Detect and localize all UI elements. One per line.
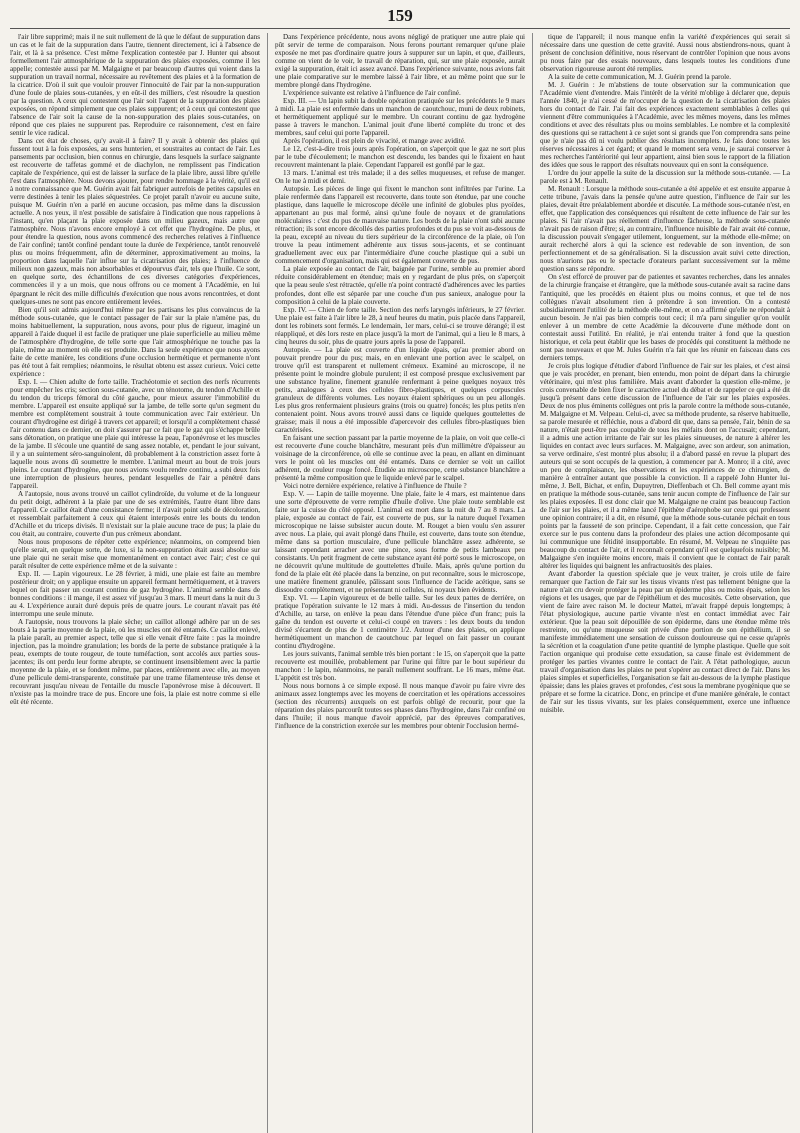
paragraph: Autopsie. — La plaie est couverte d'un liquide épais, qu'au premier abord on pouvait prendre pour du pus; mais, en en enlevant une portion avec le scalpel, on trouve qu'il est transparent et nullement crémeux. Examiné au microscope, il ne présente point le moindre globule purulent; il est composé presque exclusivement par une substance hyaline, finement granulée renfermant à peine quelques noyaux très petits, analogues à ceux des cellules fibro-plastiques, et quelques corpuscules granuleux de différents volumes. Les noyaux étaient sphériques ou un peu allongés. Les plus gros renfermaient plusieurs grains (trois ou quatre) foncés; les plus petits n'en contenaient point. Nous avons trouvé aussi dans ce liquide quelques gouttelettes de graisse; mais il nous a été impossible d'apercevoir des cellules fibro-plastiques bien caractérisées.: [275, 345, 525, 434]
paragraph: Dans l'expérience précédente, nous avons négligé de pratiquer une autre plaie qui pût servir de terme de comparaison. Nous ferons pourtant remarquer qu'une plaie exposée ne met pas d'ordinaire quatre jours à suppurer sur un lapin, et que, d'ailleurs, comme on vient de le voir, le travail de réparation, qui, sur une plaie exposée, aurait exigé la suppuration, était ici assez avancé. Dans l'expérience suivante, nous avions fait une plaie comparative sur le membre laissé à l'air libre, et au même point que sur le membre plongé dans l'hydrogène.: [275, 33, 525, 90]
paragraph: Les jours suivants, l'animal semble très bien portant : le 15, on s'aperçoit que la patte recouverte est mouillée, probablement par l'urine qui filtre par le bout supérieur du manchon : le lapin, néanmoins, ne paraît nullement souffrant. Le 16 mars, même état. L'appétit est très bon.: [275, 650, 525, 683]
paragraph: 13 mars. L'animal est très malade; il a des selles muqueuses, et refuse de manger. On le tue à midi et demi.: [275, 169, 525, 186]
paragraph: Avant d'aborder la question spéciale que je veux traiter, je crois utile de faire remarquer que l'action de l'air sur les tissus vivants n'est pas tellement bénigne que la nature n'ait cru devoir protéger la peau par un épiderme plus ou moins épais, selon les régions et les usages, que par de l'épithélium et des mucosités. Cette observation, que vient de faire avec raison M. le docteur Mattei, m'avait frappé depuis longtemps; à l'état physiologique, aucune partie vivante n'est en contact immédiat avec l'air extérieur. Que la peau soit dépouillée de son épiderme, dans une étendue même très restreinte, ou qu'une muqueuse soit privée d'une portion de son épithélium, il se manifeste immédiatement une sensation de cuisson douloureuse qui ne cesse qu'après la sécrétion et la coagulation d'une petite quantité de lymphe plastique. Quelle que soit l'action organique qui produise cette exsudation, sa cause finale est évidemment de protéger les parties vivantes contre le contact de l'air. A l'état pathologique, aucun travail d'organisation dans les plaies ne peut s'opérer au contact direct de l'air. Dans les plaies simples et superficielles, l'organisation se fait au-dessous de la lymphe plastique épaissie; dans les plaies graves et profondes, c'est sous la membrane pyogénique que se prépare et se forme la cicatrice. Donc, en principe et d'une manière générale, le contact de l'air sur les tissus vivants, sur les plaies conséquemment, exerce une influence nuisible.: [540, 570, 790, 715]
paragraph: Exp. V. — Lapin de taille moyenne. Une plaie, faite le 4 mars, est maintenue dans une sorte d'éprouvette de verre remplie d'huile d'olive. Une plaie toute semblable est faite sur la cuisse du côté opposé. L'animal est mort dans la nuit du 7 au 8 mars. La plaie, exposée au contact de l'air, est couverte de pus, sur la nature duquel l'examen microscopique ne laisse subsister aucun doute. M. Rouget a bien voulu s'en assurer avec nous. La plaie, qui avait plongé dans l'huile, est couverte, dans toute son étendue, même dans sa portion musculaire, d'une pellicule blanchâtre assez adhérente, se laissant cependant arracher avec une pince, sous forme de petits lambeaux peu consistants. Un petit fragment de cette substance ayant été porté sous le microscope, on ne découvrit qu'une multitude de gouttelettes d'huile. Mais, après qu'une portion du fond de la plaie eût été placée dans la benzine, on put reconnaître, sous le microscope, une matière finement granulée, pâlissant sous l'influence de l'acide acétique, sans se dissoudre complètement, et ne présentant ni cellules, ni noyaux bien évidents.: [275, 489, 525, 595]
paragraph: A l'autopsie, nous avons trouvé un caillot cylindroïde, du volume et de la longueur du petit doigt, adhérent à la plaie par une de ses extrémités, l'autre étant libre dans l'appareil. Ce caillot était d'une consistance ferme; il n'avait point subi de décoloration, et ressemblait parfaitement à ceux qui étaient interposés entre les bouts du tendon d'Achille et du triceps divisés. Il n'existait sur la plaie aucune trace de pus; la plaie du cou était, au contraire, couverte d'un pus crémeux abondant.: [10, 489, 260, 538]
paragraph: Voici notre dernière expérience, relative à l'influence de l'huile ?: [283, 481, 467, 490]
paragraph: Dans cet état de choses, qu'y avait-il à faire? Il y avait à obtenir des plaies qui fussent tout à la fois exposées, au sens hunterien, et soustraites au contact de l'air. Les pansements par occlusion, bien connus en chirurgie, dans lesquels la surface saignante est recouverte de taffetas gommé et de diachylon, ne remplissent pas l'indication capitale de l'expérience, qui est de laisser la surface de la plaie libre, aussi libre qu'elle l'est dans l'atmosphère. Nous devons ajouter, pour rendre hommage à la vérité, qu'il est à notre connaissance que M. Guérin avait fait fabriquer autrefois de petites capsules en verre destinées à tenir les plaies séquestrées. Ce projet paraît n'avoir eu aucune suite, puisque M. Guérin n'en a parlé en aucune occasion, pas même dans la discussion actuelle. A nos yeux, il n'est possible de satisfaire à l'indication que nous rappelions à l'instant, qu'en plaçant la plaie exposée dans un milieu gazeux, mais autre que l'atmosphère. Nous n'avons encore employé à cet effet que l'hydrogène. De plus, et pour étendre la question, nous avons commencé des recherches relatives à l'influence de l'air confiné; tantôt confiné pendant toute la durée de l'expérience, tantôt renouvelé plus ou moins fréquemment, afin de déterminer, approximativement au moins, la proportion dans laquelle l'air influe sur la cicatrisation des plaies; à l'influence de milieux non gazeux, mais non absorbables et dépourvus d'air, tels que l'huile. Ce sont, en quelque sorte, des échantillons de ces diverses catégories d'expériences, commencées il y a un mois, que nous offrons ou ce moment à l'Académie, en lui épargnant le récit des mille difficultés d'exécution que nous avons rencontrées, et dont quelques-unes ne sont pas encore entièrement levées.: [10, 137, 260, 306]
paragraph: M. Renault : Lorsque la méthode sous-cutanée a été appelée et est ensuite apparue à cette tribune, j'avais dans la pensée qu'une autre question, l'influence de l'air sur les plaies, devait être préalablement abordée et discutée. La méthode sous-cutanée n'est, en effet, que l'application des conséquences qui résultent de cette influence de l'air sur les plaies. Si l'air n'avait pas réellement d'influence fâcheuse, la méthode sous-cutanée n'avait pas de raison d'être; si, au contraire, l'influence nuisible de l'air avait été connue, la discussion pouvait s'engager utilement, longuement, sur la méthode elle-même; on aurait recherché alors à qui la science est redevable de son invention, de son perfectionnement et de sa généralisation. Si la discussion avait suivi cette direction, nous n'aurions pas eu le spectacle d'orateurs parlant successivement sur la même question sans se répondre.: [540, 185, 790, 274]
paragraph: A la suite de cette communication, M. J. Guérin prend la parole.: [548, 73, 732, 82]
page-number: 159: [387, 6, 413, 25]
column-divider: [532, 33, 533, 1133]
paragraph: Nous nous bornons à ce simple exposé. Il nous manque d'avoir pu faire vivre des animaux assez longtemps avec les moyens de coercitation et les opérations accessoires (section des récurrents) auxquels on est parfois obligé de recourir, pour que la réparation des plaies parcourût toutes ses phases dans l'hydrogène, dans l'air confiné ou dans l'huile; il nous manque d'avoir apprécié, par des épreuves comparatives, l'influence de la constriction exercée sur les membres pour obtenir l'occlusion hermé-: [275, 682, 525, 731]
paragraph: L'expérience suivante est relative à l'influence de l'air confiné.: [283, 89, 461, 98]
column-right: [540, 33, 790, 1133]
column-divider: [267, 33, 268, 1133]
column-middle: [275, 33, 525, 1133]
header-rule: [10, 28, 790, 29]
paragraph: Exp. VI. — Lapin vigoureux et de belle taille. Sur les deux pattes de derrière, on pratique l'opération suivante le 12 mars à midi. Au-dessus de l'insertion du tendon d'Achille, au tarse, on enlève la peau dans l'étendue d'une pièce d'un franc; puis la gaîne du tendon est ouverte et celui-ci coupé en travers : les deux bouts du tendon divisé s'écartent de plus de 1 centimètre 1/2. Autour d'une des plaies, on applique hermétiquement un manchon de caoutchouc par lequel on fait passer un courant continu d'hydrogène.: [275, 594, 525, 651]
paragraph: Exp. II. — Lapin vigoureux. Le 28 février, à midi, une plaie est faite au membre postérieur droit; on y applique ensuite un appareil fermant hermétiquement, et à travers lequel on fait passer un courant continu de gaz hydrogène. L'animal semble dans de bonnes conditions : il mange, il est assez vif jusqu'au 3 mars. Il meurt dans la nuit du 3 au 4. L'expérience aurait duré depuis près de quatre jours. Le courant n'avait pas été interrompu une seule minute.: [10, 570, 260, 619]
paragraph: En faisant une section passant par la partie moyenne de la plaie, on voit que celle-ci est recouverte d'une couche blanchâtre, mesurant près d'un millimètre d'épaisseur au voisinage de la circonférence, où elle se continue avec la peau, en allant en diminuant vers le point où les muscles ont été entamés. Dans ce dernier se voit un caillot adhérent, de couleur rouge foncé. Étudiée au microscope, cette substance blanchâtre a présenté la même composition que le liquide enlevé par le scalpel.: [275, 433, 525, 482]
paragraph: Exp. I. — Chien adulte de forte taille. Trachéotomie et section des nerfs récurrents pour empêcher les cris; section sous-cutanée, avec un ténotome, du tendon d'Achille et du tendon du triceps fémoral du côté gauche, pour mieux assurer l'immobilité du membre. L'appareil est ensuite appliqué sur la jambe, de telle sorte qu'un segment du membre est complètement soustrait à toute communication avec l'air extérieur. Un courant d'hydrogène est dirigé à travers cet appareil; et lorsqu'il a complètement chassé l'air contenu dans ce dernier, on doit s'assurer par ce fait que le gaz qui s'échappe brûle sans détonation, on pratique une plaie qui intéresse la peau, l'aponévrose et les muscles de la jambe. Il s'écoule une quantité de sang assez notable, et, pendant le jour suivant, il y a un suintement séro-sanguinolent, dû probablement à la constriction assez forte à laquelle nous avons dû soumettre le membre. L'animal meurt au bout de trois jours pleins. Le courant d'hydrogène, que nous avions voulu rendre continu, a subi deux fois une interruption de plusieurs heures, pendant lesquelles de l'air a pénétré dans l'appareil.: [10, 377, 260, 490]
paragraph: Nous nous proposons de répéter cette expérience; néanmoins, on comprend bien qu'elle serait, en quelque sorte, de luxe, si la non-suppuration était aussi absolue sur une plaie qui ne serait mise que momentanément en contact avec l'air; c'est ce qui paraît résulter de cette expérience même et de la suivante :: [10, 537, 260, 571]
paragraph: Exp. IV. — Chien de forte taille. Section des nerfs laryngés inférieurs, le 27 février. Une plaie est faite à l'air libre le 28, à neuf heures du matin, puis placée dans l'appareil, dont les robinets sont fermés. Le lendemain, 1er mars, celui-ci se trouve dérangé; il est réappliqué, et dès lors reste en place jusqu'à la mort de l'animal, qui a lieu le 8 mars, à cinq heures du soir, plus de quatre jours après la pose de l'appareil.: [275, 305, 525, 346]
paragraph: Je crois plus logique d'étudier d'abord l'influence de l'air sur les plaies, et c'est ainsi que je vais procéder, en prenant, bien entendu, mon point de départ dans la chirurgie vétérinaire, qui m'est plus familière. Mais avant d'aborder la question elle-même, je crois convenable de bien fixer le caractère actuel du débat et de rappeler ce qui a été dit jusqu'à présent dans cette discussion de l'influence de l'air sur les plaies exposées. Deux de nos plus éminents collègues ont pris la parole contre la méthode sous-cutanée, M. Malgaigne et M. Velpeau. Celui-ci, avec sa méthode prudente, sa réserve habituelle, sa parole mesurée et réfléchie, nous a d'abord dit que, dans sa pensée, l'air, bénin de sa nature, n'était peut-être pas coupable de tous les méfaits dont on l'accusait; cependant, il a admis une action irritante de l'air sur les plaies sinueuses, de nature à altérer les liquides en contact avec leurs surfaces. M. Malgaigne, avec son ardeur, son animation, sa verve ordinaire, s'est montré plus absolu; il a d'abord passé en revue la plupart des auteurs qui se sont occupés de la question, à commencer par A. Monro; il a cité, avec un peu de complaisance, les observations et les expériences de ce chirurgien, de manière à entraîner autant que possible la conviction. Il a rappelé John Hunter lui-même, J. Bell, Bichat, et enfin, Dupuytren, Dieffenbach et Ch. Bell comme ayant mis en pratique la méthode sous-cutanée, sans tenir aucun compte de l'influence de l'air sur les plaies exposées. Il est donc clair que M. Malgaigne ne craint pas beaucoup l'action de l'air sur les plaies, et il a même lancé l'épithète d'aérophobe sur ceux qui professent une opinion contraire; il a dit, en résumé, que la méthode sous-cutanée péchait en tous points par la fausseté de son principe. Cependant, il a fait cette concession, que l'air exerce sur le pus contenu dans la profondeur des plaies une action décomposante qui lui communique une fétidité insupportable. En résumé, M. Velpeau ne s'inquiète pas beaucoup du contact de l'air, et il reconnaît cependant qu'il est quelquefois nuisible; M. Malgaigne s'en inquiète moins encore, mais il convient que le contact de l'air paraît altérer les liquides qui baignent les anfractuosités des plaies.: [540, 361, 790, 571]
paragraph: Bien qu'il soit admis aujourd'hui même par les partisans les plus convaincus de la méthode sous-cutanée, que le contact passager de l'air sur la plaie n'amène pas, du moins habituellement, la suppuration, nous avons, pour plus de rigueur, imaginé un appareil à l'aide duquel il est facile de pratiquer une plaie superficielle au milieu même de l'atmosphère d'hydrogène, de telle sorte que l'air atmosphérique ne touche pas la plaie, même au moment où elle est produite. Dans la seule expérience que nous ayons faite de cette manière, les conditions d'une occlusion hermétique et permanente n'ont pas été tout à fait remplies; néanmoins, le résultat obtenu est assez curieux. Voici cette expérience :: [10, 305, 260, 378]
paragraph: L'ordre du jour appelle la suite de la discussion sur la méthode sous-cutanée. — La parole est à M. Renault.: [540, 169, 790, 186]
paragraph: La plaie exposée au contact de l'air, baignée par l'urine, semble au premier abord réduite considérablement en étendue; mais en y regardant de plus près, on s'aperçoit que la peau seule s'est rétractée, qu'elle n'a point contracté d'adhérences avec les parties profondes, dont elle est séparée par une couche d'un pus sanieux, analogue pour la composition à celui de la plaie couverte.: [275, 265, 525, 306]
paragraph: Autopsie. Les pièces de linge qui fixent le manchon sont infiltrées par l'urine. La plaie renfermée dans l'appareil est recouverte, dans toute son étendue, par une couche plastique, dans laquelle le microscope décèle une infinité de globules plus pyoïdes, appartenant au pus mal formé, ainsi qu'une foule de noyaux et de granulations moléculaires : c'est du pus de mauvaise nature. Les bords de la plaie n'ont subi aucune rétraction; ils sont encore décollés des parties profondes et du pus se voit au-dessous de la peau, excepté au niveau du tiers supérieur de la circonférence de la plaie, où l'on trouve la peau intimement adhérente aux tissus sous-jacents, et se continuant graduellement avec eux par l'intermédiaire d'une couche plastique qui a subi un commencement d'organisation, mais qui est également couverte de pus.: [275, 185, 525, 266]
text-columns: [10, 33, 790, 1133]
paragraph: On s'est efforcé de prouver par de patientes et savantes recherches, dans les annales de la chirurgie française et étrangère, que la méthode sous-cutanée avait sa racine dans l'antiquité, que les procédés en étaient plus ou moins connus, et que tel de nos collègues n'avait absolument rien à prétendre à son invention. On a contesté subsidiairement l'utilité de la méthode elle-même, et on a affirmé qu'elle ne répondait à aucun besoin. Je n'ai pas bien compris tout ceci; il m'a paru singulier qu'on voulût enlever à un membre de cette Académie la découverte d'une méthode dont on contestait aussi l'utilité. En réalité, je n'ai entendu traiter à fond que la question historique, et cela peut établir que les bases de procédés qui constituent la méthode ne sont pas nouveaux et que M. Jules Guérin n'a fait que les réunir en faisceau dans ces derniers temps.: [540, 273, 790, 362]
paragraph: M. J. Guérin : Je m'abstiens de toute observation sur la communication que l'Académie vient d'entendre. Mais l'intérêt de la vérité m'oblige à déclarer que, depuis l'année 1840, je n'ai cessé de m'occuper de la question de la cicatrisation des plaies hors du contact de l'air. J'ai fait des expériences exactement semblables à celles qui viennent d'être communiquées à l'Académie, avec les mêmes moyens, dans les mêmes conditions et avec des résultats plus ou moins semblables. Le nombre et la complexité des questions qui se rattachent à ce sujet sont si grands que l'on comprendra sans peine que je n'aie pas dû ni voulu publier des résultats incomplets. Je fais donc toutes les réserves nécessaires à cet égard; et quand le moment sera venu, je saurai conserver à mes recherches l'antériorité qui leur appartient, ainsi bien sous le rapport de la filiation des idées que sous le rapport des résultats nouveaux qui en sont la conséquence.: [540, 81, 790, 170]
paragraph: Le 12, c'est-à-dire trois jours après l'opération, on s'aperçoit que le gaz ne sort plus par le tube d'écoulement; le manchon est descendu, les bandes qui le fixaient en haut recouvrent maintenant la plaie. Cependant l'appareil est gonflé par le gaz.: [275, 145, 525, 170]
paragraph: A l'autopsie, nous trouvons la plaie sèche; un caillot allongé adhère par un de ses bouts à la partie moyenne de la plaie, où les muscles ont été entamés. Ce caillot enlevé, la plaie paraît, au premier aspect, telle que si elle venait d'être faite : pas la moindre injection, pas la moindre granulation; les bords de la perte de substance pratiquée à la peau, exempts de toute rougeur, de toute tuméfaction, sont accolés aux parties sous-jacentes; ils ont perdu leur forme abrupte, se continuent insensiblement avec la partie moyenne de la plaie, et se fondent même, par places, entièrement avec elle, au moyen d'une pellicule demi-transparente, constituée par une trame filamenteuse très dense et recouvrant jusqu'au niveau de l'entaille du muscle l'aponévrose mise à découvert. Il n'existe pas la moindre trace de pus. Encore une fois, la plaie est notre comme si elle eût été récente.: [10, 618, 260, 707]
column-left: [10, 33, 260, 1133]
paragraph: Exp. III. — Un lapin subit la double opération pratiquée sur les précédents le 9 mars à midi. La plaie est enfermée dans un manchon de caoutchouc, muni de deux robinets, et hermétiquement appliqué sur le membre. Un courant continu de gaz hydrogène passe à travers le manchon. L'animal jouit d'une liberté complète du tronc et des membres, sauf celui qui porte l'appareil.: [275, 97, 525, 138]
paragraph: Après l'opération, il est plein de vivacité, et mange avec avidité.: [283, 137, 466, 146]
paragraph: tique de l'appareil; il nous manque enfin la variété d'expériences qui serait si nécessaire dans une question de cette gravité. Aussi nous abstiendrons-nous, quant à présent de conclusion définitive, nous réservant de contrôler l'opinion que nous avons pu nous faire par des essais nouveaux, dans lesquels toutes les conditions d'une observation rigoureuse auront été remplies.: [540, 33, 790, 74]
paragraph: l'air libre supprimé; mais il ne suit nullement de là que le défaut de suppuration dans un cas et le fait de la suppuration dans l'autre, tiennent directement, ici à l'absence de l'air, et là à sa présence. C'est même l'explication contestée par J. Hunter qui absout formellement l'air atmosphérique de la suppuration des plaies exposées, comme il les appelle; contestée aussi par M. Malgaigne et par beaucoup d'autres qui voient dans la suppuration un travail normal, nécessaire au revêtement des plaies et à la formation de la cicatrice. D'où il suit que vouloir prouver l'innocuité de l'air par la non-suppuration d'une foule de plaies sous-cutanées, y en eût-il des milliers, c'est résoudre la question par la question. A ceux qui contestent que l'air soit l'agent de la suppuration des plaies exposées, on répond simplement que ces plaies suppurent; et à ceux qui contestent que l'absence de l'air soit la cause de la non-suppuration des plaies sous-cutanées, on répond que ces plaies ne suppurent pas. Reproduire ce raisonnement, c'est en faire sentir le vice radical.: [10, 33, 260, 138]
